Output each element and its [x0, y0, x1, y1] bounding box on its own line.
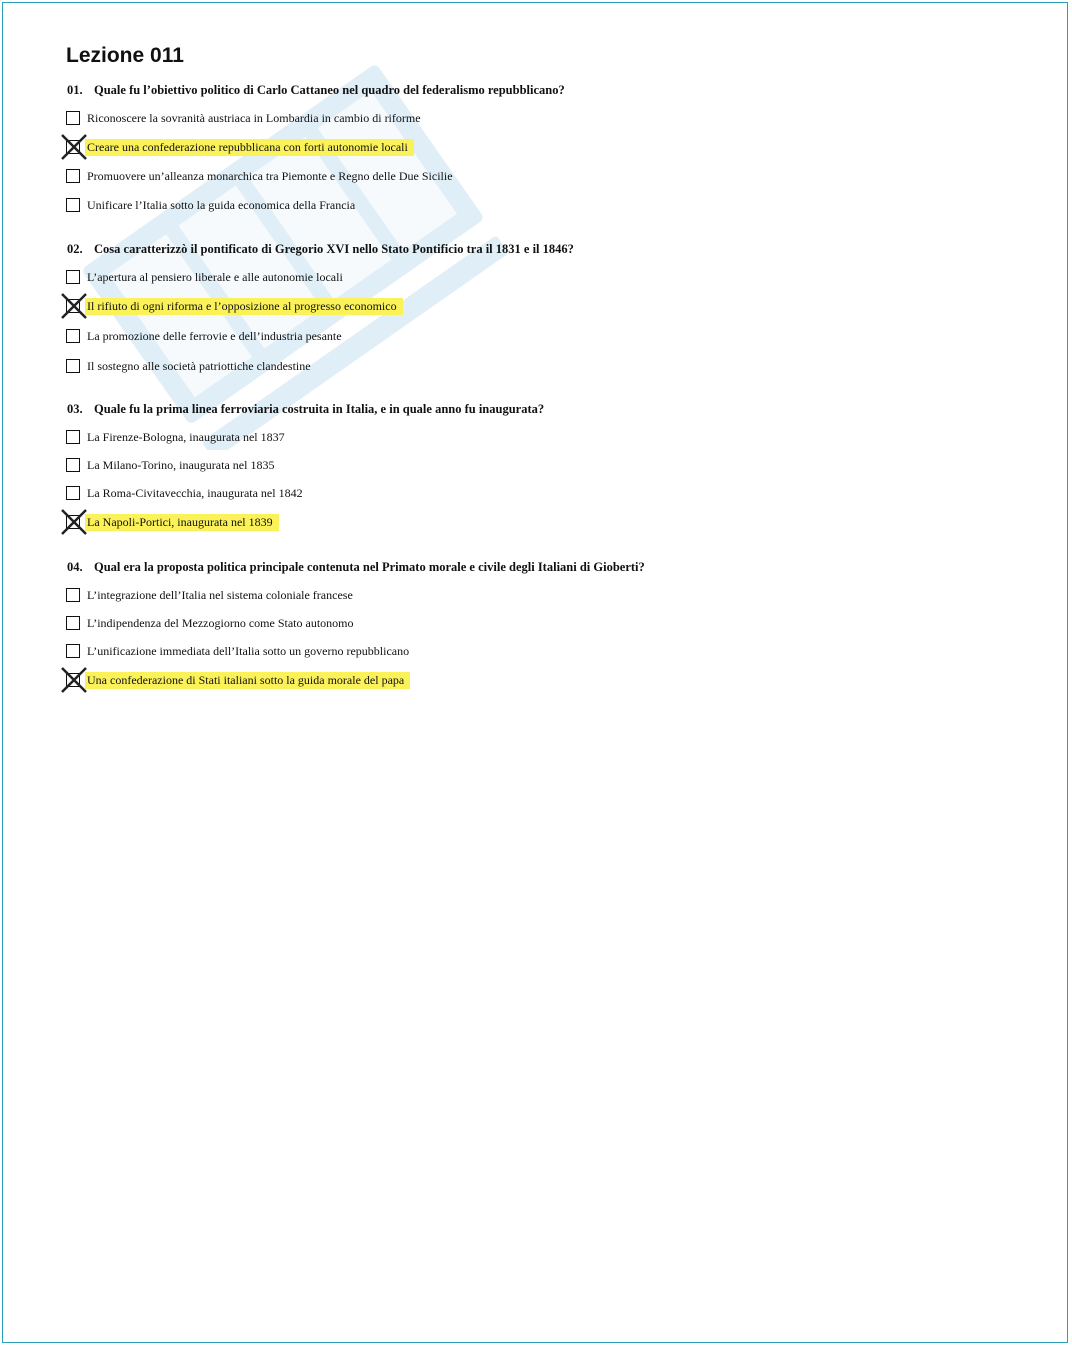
checkbox[interactable] [66, 111, 80, 125]
checkbox[interactable] [66, 359, 80, 373]
checkbox[interactable] [66, 169, 80, 183]
option-label: Una confederazione di Stati italiani sotto la guida morale del papa [85, 672, 410, 689]
option-4c[interactable] [66, 642, 415, 660]
option-label: L’unificazione immediata dell’Italia sotto un governo repubblicano [87, 643, 410, 658]
option-3c[interactable] [66, 484, 309, 502]
option-label: Unificare l’Italia sotto la guida economica della Francia [87, 197, 356, 212]
option-label: Il rifiuto di ogni riforma e l’opposizione al progresso economico [85, 298, 403, 315]
cross-mark-icon [60, 666, 88, 694]
checkbox[interactable] [66, 329, 80, 343]
option-label: La Firenze-Bologna, inaugurata nel 1837 [87, 429, 285, 444]
option-label: La Napoli-Portici, inaugurata nel 1839 [85, 514, 279, 531]
checkbox-checked[interactable] [66, 515, 80, 529]
cross-mark-icon [60, 133, 88, 161]
checkbox[interactable] [66, 270, 80, 284]
page-title: Lezione 011 [66, 44, 184, 67]
option-4b[interactable] [66, 614, 359, 632]
checkbox[interactable] [66, 430, 80, 444]
option-label: L’indipendenza del Mezzogiorno come Stato autonomo [87, 615, 354, 630]
option-1c[interactable] [66, 167, 459, 185]
option-label: Il sostegno alle società patriottiche clandestine [87, 358, 311, 373]
question-number: 04. [67, 560, 83, 574]
checkbox[interactable] [66, 198, 80, 212]
checkbox[interactable] [66, 644, 80, 658]
checkbox[interactable] [66, 486, 80, 500]
option-label: La Roma-Civitavecchia, inaugurata nel 1842 [87, 485, 303, 500]
option-3b[interactable] [66, 456, 280, 474]
checkbox[interactable] [66, 458, 80, 472]
question-number: 03. [67, 402, 83, 416]
option-2c[interactable] [66, 327, 348, 345]
option-4a[interactable] [66, 586, 359, 604]
option-label: La promozione delle ferrovie e dell’industria pesante [87, 328, 342, 343]
option-label: La Milano-Torino, inaugurata nel 1835 [87, 457, 275, 472]
option-3d[interactable] [66, 513, 279, 531]
option-label: L’integrazione dell’Italia nel sistema coloniale francese [87, 587, 353, 602]
question-2 [67, 242, 574, 257]
question-number: 01. [67, 83, 83, 97]
question-text: Cosa caratterizzò il pontificato di Gregorio XVI nello Stato Pontificio tra il 1831 e il 1846? [94, 242, 574, 256]
question-text: Quale fu la prima linea ferroviaria costruita in Italia, e in quale anno fu inaugurata? [94, 402, 545, 416]
option-label: L’apertura al pensiero liberale e alle autonomie locali [87, 269, 343, 284]
option-label: Riconoscere la sovranità austriaca in Lombardia in cambio di riforme [87, 110, 421, 125]
option-3a[interactable] [66, 428, 291, 446]
option-1b[interactable] [66, 138, 414, 156]
option-label: Promuovere un’alleanza monarchica tra Piemonte e Regno delle Due Sicilie [87, 168, 453, 183]
option-4d[interactable] [66, 671, 410, 689]
cross-mark-icon [60, 508, 88, 536]
option-label: Creare una confederazione repubblicana con forti autonomie locali [85, 139, 414, 156]
question-text: Qual era la proposta politica principale contenuta nel Primato morale e civile degli Italiani di Gioberti? [94, 560, 645, 574]
checkbox[interactable] [66, 588, 80, 602]
question-1 [67, 83, 565, 98]
option-2d[interactable] [66, 357, 317, 375]
cross-mark-icon [60, 292, 88, 320]
option-2a[interactable] [66, 268, 349, 286]
option-1d[interactable] [66, 196, 361, 214]
option-2b[interactable] [66, 297, 403, 315]
question-4 [67, 560, 645, 575]
checkbox-checked[interactable] [66, 299, 80, 313]
question-3 [67, 402, 544, 417]
question-text: Quale fu l’obiettivo politico di Carlo Cattaneo nel quadro del federalismo repubblicano? [94, 83, 565, 97]
question-number: 02. [67, 242, 83, 256]
checkbox[interactable] [66, 616, 80, 630]
checkbox-checked[interactable] [66, 673, 80, 687]
checkbox-checked[interactable] [66, 140, 80, 154]
option-1a[interactable] [66, 109, 427, 127]
